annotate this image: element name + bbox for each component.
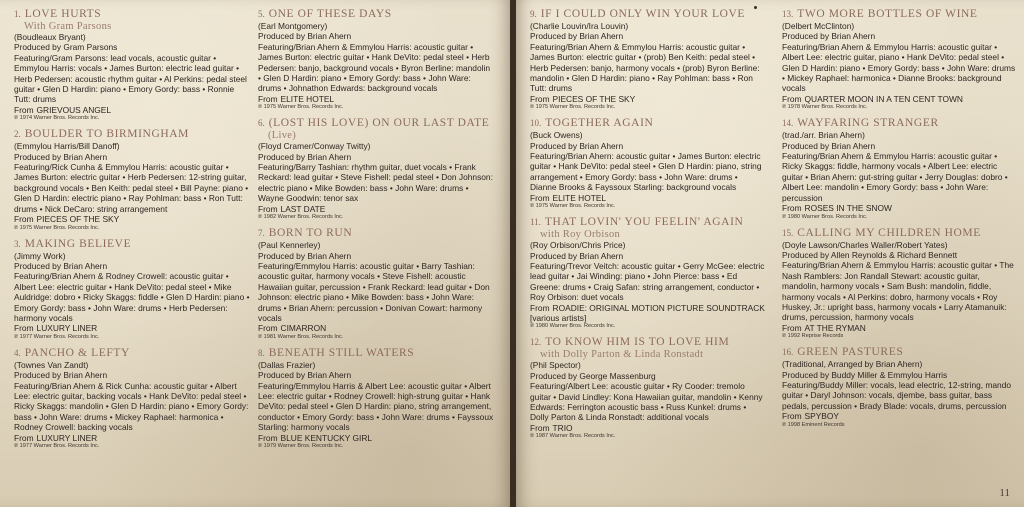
copyright-line: ℗ 1980 Warner Bros. Records Inc. bbox=[530, 323, 616, 330]
album-title: PIECES OF THE SKY bbox=[552, 93, 636, 104]
source-album bbox=[530, 94, 766, 104]
songwriter: (Charlie Louvin/Ira Louvin) bbox=[530, 21, 629, 31]
track-number: 6. bbox=[258, 118, 265, 129]
track-title-text: BOULDER TO BIRMINGHAM bbox=[24, 128, 189, 141]
from-label: From bbox=[530, 422, 550, 433]
track-number: 16. bbox=[782, 347, 794, 358]
producer-credit: Produced by Brian Ahern bbox=[14, 151, 108, 162]
track-entry bbox=[782, 117, 1018, 220]
songwriter: (Doyle Lawson/Charles Waller/Robert Yates) bbox=[782, 239, 948, 250]
track-title-text: TWO MORE BOTTLES OF WINE bbox=[797, 8, 978, 20]
album-title: QUARTER MOON IN A TEN CENT TOWN bbox=[804, 93, 963, 104]
songwriter: (Paul Kennerley) bbox=[258, 240, 321, 251]
source-album bbox=[14, 105, 250, 115]
producer-credit: Produced by Brian Ahern bbox=[258, 151, 352, 162]
track-title-text: BORN TO RUN bbox=[268, 227, 353, 240]
track-title-text: TOGETHER AGAIN bbox=[545, 117, 654, 130]
source-album bbox=[258, 433, 494, 443]
from-label: From bbox=[14, 214, 34, 225]
featuring-credits: Featuring/Brian Ahern & Rick Cunha: acoustic guitar • Albert Lee: electric guitar, backing vocals • Hank DeVito: pedal steel • Ricky Skaggs: mandolin • Glen D Hardin: piano • Emory Gordy: bass • John Ware: drums • Mickey Raphael: harmonica • Rodney Crowell: backing vocals bbox=[14, 380, 249, 433]
track-subtitle: With Gram Parsons bbox=[24, 21, 112, 32]
track-entry bbox=[258, 8, 494, 111]
track-title bbox=[530, 336, 766, 349]
column-3 bbox=[530, 8, 766, 503]
track-number: 13. bbox=[782, 9, 794, 19]
songwriter: (Delbert McClinton) bbox=[782, 21, 855, 31]
track-number: 3. bbox=[14, 238, 21, 249]
producer-credit: Produced by Brian Ahern bbox=[14, 370, 108, 381]
track-number: 15. bbox=[782, 227, 794, 238]
copyright-line: ℗ 1981 Warner Bros. Records Inc. bbox=[258, 333, 344, 340]
track-title-text: (LOST HIS LOVE) ON OUR LAST DATE bbox=[268, 117, 490, 130]
column-1 bbox=[14, 8, 250, 503]
producer-credit: Produced by Brian Ahern bbox=[14, 260, 108, 271]
track-subtitle: with Dolly Parton & Linda Ronstadt bbox=[540, 349, 704, 361]
producer-credit: Produced by Brian Ahern bbox=[782, 31, 876, 42]
track-title bbox=[530, 117, 766, 130]
album-title: ELITE HOTEL bbox=[280, 93, 335, 104]
from-label: From bbox=[258, 323, 278, 334]
track-entry bbox=[530, 117, 766, 210]
album-title: LUXURY LINER bbox=[36, 432, 98, 443]
track-number: 9. bbox=[530, 9, 537, 19]
album-title: CIMARRON bbox=[280, 323, 327, 334]
track-entry bbox=[782, 346, 1018, 428]
track-title bbox=[258, 227, 494, 240]
track-entry bbox=[782, 227, 1018, 341]
column-4 bbox=[782, 8, 1018, 503]
copyright-line: ℗ 1978 Warner Bros. Records Inc. bbox=[782, 104, 868, 111]
track-number: 12. bbox=[530, 337, 542, 348]
album-title: ROSES IN THE SNOW bbox=[804, 203, 892, 214]
track-entry bbox=[258, 347, 494, 450]
track-entry bbox=[530, 8, 766, 111]
album-title: PIECES OF THE SKY bbox=[36, 214, 120, 225]
source-album bbox=[782, 411, 1018, 421]
featuring-credits: Featuring/Trevor Veitch: acoustic guitar • Gerry McGee: electric lead guitar • Jai Winding: piano • John Pierce: bass • Ed Greene: drums • Craig Safan: string arrangement, conductor • Roy Orbison: duet vocals bbox=[530, 260, 765, 303]
track-entry bbox=[530, 216, 766, 330]
source-album bbox=[530, 303, 766, 324]
album-title: TRIO bbox=[552, 422, 573, 433]
copyright-line: ℗ 1982 Warner Bros. Records Inc. bbox=[258, 214, 344, 221]
featuring-credits: Featuring/Emmylou Harris: acoustic guitar • Barry Tashian: acoustic guitar, harmony vocals • Steve Fishell: acoustic Hawaiian guitar, percussion • Frank Reckard: lead guitar • Don Johnson: electric piano • Mike Bowden: bass • John Ware: drums • Brian Ahern: percussion • Donivan Cowart: harmony vocals bbox=[258, 260, 490, 323]
track-number: 11. bbox=[530, 217, 541, 228]
track-title-text: BENEATH STILL WATERS bbox=[268, 346, 415, 359]
copyright-line: ℗ 1975 Warner Bros. Records Inc. bbox=[530, 104, 616, 111]
featuring-credits: Featuring/Brian Ahern & Rodney Crowell: acoustic guitar • Albert Lee: electric guitar • Hank DeVito: pedal steel • Mike Auldridge: dobro • Ricky Skaggs: fiddle • Glen D Hardin: piano • Emory Gordy: bass • John Ware: drums • Herb Pedersen: harmony vocals bbox=[14, 271, 250, 323]
track-number: 1. bbox=[14, 9, 21, 19]
from-label: From bbox=[14, 432, 34, 443]
track-entry bbox=[530, 336, 766, 440]
track-title-text: IF I COULD ONLY WIN YOUR LOVE bbox=[540, 8, 746, 20]
track-title bbox=[258, 117, 494, 130]
copyright-line: ℗ 1974 Warner Bros. Records Inc. bbox=[14, 115, 100, 122]
column-2 bbox=[258, 8, 494, 503]
featuring-credits: Featuring/Brian Ahern & Emmylou Harris: acoustic guitar • The Nash Ramblers: Jon Randall Stewart: acoustic guitar, mandolin, harmony vocals • Sam Bush: mandolin, fiddle, harmony vocals • Al Perkins: dobro, harmony vocals • Roy Huskey, Jr.: upright bass, harmony vocals • Larry Atamanuik: drums, percussion, harmony vocals bbox=[782, 260, 1014, 323]
copyright-line: ℗ 1979 Warner Bros. Records Inc. bbox=[258, 443, 344, 449]
track-title bbox=[782, 227, 1018, 240]
producer-credit: Produced by Brian Ahern bbox=[782, 140, 876, 151]
source-album bbox=[14, 323, 250, 333]
track-entry bbox=[258, 117, 494, 221]
copyright-line: ℗ 1975 Warner Bros. Records Inc. bbox=[14, 224, 100, 231]
songwriter: (Dallas Frazier) bbox=[258, 359, 316, 370]
track-number: 8. bbox=[258, 347, 265, 358]
track-number: 14. bbox=[782, 118, 794, 129]
track-title bbox=[530, 216, 766, 229]
songwriter: (trad./arr. Brian Ahern) bbox=[782, 130, 865, 141]
track-entry bbox=[258, 227, 494, 341]
from-label: From bbox=[782, 411, 802, 422]
album-title: ROADIE: ORIGINAL MOTION PICTURE SOUNDTRACK [various artists] bbox=[530, 302, 765, 323]
songwriter: (Buck Owens) bbox=[530, 130, 583, 141]
track-title bbox=[258, 347, 494, 360]
track-title-text: MAKING BELIEVE bbox=[24, 237, 132, 250]
from-label: From bbox=[258, 432, 278, 443]
track-title bbox=[14, 128, 250, 141]
producer-credit: Produced by Brian Ahern bbox=[258, 370, 352, 381]
featuring-credits: Featuring/Barry Tashian: rhythm guitar, duet vocals • Frank Reckard: lead guitar • Steve Fishell: pedal steel • Don Johnson: electric piano • Mike Bowden: bass • John Ware: drums • Wayne Goodwin: tenor sax bbox=[258, 162, 493, 204]
album-title: SPYBOY bbox=[804, 411, 839, 422]
source-album bbox=[258, 323, 494, 333]
source-album bbox=[782, 323, 1018, 333]
album-title: ELITE HOTEL bbox=[552, 192, 607, 203]
track-title-text: PANCHO & LEFTY bbox=[24, 346, 130, 359]
track-title-text: TO KNOW HIM IS TO LOVE HIM bbox=[545, 336, 730, 349]
source-album bbox=[782, 94, 1018, 104]
track-title-text: CALLING MY CHILDREN HOME bbox=[797, 226, 981, 239]
featuring-credits: Featuring/Gram Parsons: lead vocals, acoustic guitar • Emmylou Harris: vocals • James Burton: electric lead guitar • Herb Pedersen: acoustic rhythm guitar • Al Perkins: pedal steel guitar • Glen D Hardin: piano • Emory Gordy: bass • Ronnie Tutt: drums bbox=[14, 52, 247, 105]
track-number: 10. bbox=[530, 118, 542, 129]
copyright-line: ℗ 1980 Warner Bros. Records Inc. bbox=[782, 213, 868, 220]
album-title: LAST DATE bbox=[280, 203, 326, 214]
from-label: From bbox=[14, 323, 34, 334]
album-title: AT THE RYMAN bbox=[804, 322, 866, 333]
album-title: GRIEVOUS ANGEL bbox=[36, 104, 112, 115]
track-title bbox=[14, 8, 250, 21]
track-number: 4. bbox=[14, 347, 21, 358]
track-title bbox=[14, 347, 250, 360]
featuring-credits: Featuring/Rick Cunha & Emmylou Harris: acoustic guitar • James Burton: electric guitar • Herb Pedersen: 12-string guitar, background vocals • Ben Keith: pedal steel • Bill Payne: piano • Glen D Hardin: electric piano • Ray Pohlman: bass • Ron Tutt: drums • Nick DeCaro: string arrangement bbox=[14, 162, 249, 214]
track-number: 5. bbox=[258, 9, 265, 19]
track-subtitle: with Roy Orbison bbox=[540, 229, 621, 241]
producer-credit: Produced by George Massenburg bbox=[530, 370, 656, 381]
from-label: From bbox=[782, 322, 802, 333]
from-label: From bbox=[530, 192, 550, 203]
from-label: From bbox=[530, 302, 550, 313]
track-number: 2. bbox=[14, 129, 21, 140]
source-album bbox=[258, 94, 494, 104]
from-label: From bbox=[258, 203, 278, 214]
producer-credit: Produced by Buddy Miller & Emmylou Harris bbox=[782, 369, 948, 380]
featuring-credits: Featuring/Brian Ahern & Emmylou Harris: acoustic guitar • James Burton: electric guitar • (prob) Ben Keith: pedal steel • Herb Pedersen: banjo, harmony vocals • (prob) Byron Berline: mandolin • Glen D Hardin: piano • Ray Pohlman: bass • Ron Tutt: drums bbox=[530, 41, 760, 94]
songwriter: (Boudleaux Bryant) bbox=[14, 32, 86, 42]
from-label: From bbox=[782, 93, 802, 104]
producer-credit: Produced by Brian Ahern bbox=[530, 31, 624, 42]
track-entry bbox=[14, 8, 250, 122]
track-title bbox=[782, 117, 1018, 130]
producer-credit: Produced by Allen Reynolds & Richard Bennett bbox=[782, 249, 958, 260]
songwriter: (Roy Orbison/Chris Price) bbox=[530, 240, 626, 251]
track-title-text: WAYFARING STRANGER bbox=[797, 117, 939, 130]
track-title-text: THAT LOVIN' YOU FEELIN' AGAIN bbox=[544, 216, 744, 229]
producer-credit: Produced by Brian Ahern bbox=[258, 250, 352, 261]
from-label: From bbox=[258, 93, 278, 104]
from-label: From bbox=[782, 203, 802, 214]
track-entry bbox=[782, 8, 1018, 111]
track-entry bbox=[14, 128, 250, 231]
featuring-credits: Featuring/Brian Ahern & Emmylou Harris: acoustic guitar • Ricky Skaggs: fiddle, harmony vocals • Albert Lee: electric guitar • Brian Ahern: gut-string guitar • Jerry Douglas: dobro • Albert Lee: mandolin • Emory Gordy: bass • John Ware: percussion bbox=[782, 151, 1008, 203]
featuring-credits: Featuring/Brian Ahern & Emmylou Harris: acoustic guitar • Albert Lee: electric guitar, piano • Hank DeVito: pedal steel • Glen D Hardin: piano • Emory Gordy: bass • John Ware: drums • Mickey Raphael: harmonica • Dianne Brooks: background vocals bbox=[782, 41, 1016, 94]
source-album bbox=[258, 204, 494, 214]
featuring-credits: Featuring/Brian Ahern: acoustic guitar • James Burton: electric guitar • Hank DeVito: pedal steel • Glen D Hardin: piano, string arrangement • Emory Gordy: bass • John Ware: drums • Dianne Brooks & Fayssoux Starling: background vocals bbox=[530, 151, 762, 193]
track-subtitle: (Live) bbox=[268, 130, 297, 142]
songwriter: (Traditional, Arranged by Brian Ahern) bbox=[782, 359, 923, 370]
source-album bbox=[530, 423, 766, 433]
featuring-credits: Featuring/Buddy Miller: vocals, lead electric, 12-string, mando guitar • Daryl Johnson: vocals, djembe, bass guitar, bass pedals, percussion • Brady Blade: vocals, drums, percussion bbox=[782, 379, 1012, 411]
booklet-spine bbox=[510, 0, 516, 507]
track-title-text: LOVE HURTS bbox=[24, 8, 102, 20]
source-album bbox=[14, 433, 250, 443]
featuring-credits: Featuring/Emmylou Harris & Albert Lee: acoustic guitar • Albert Lee: electric guitar • Rodney Crowell: high-strung guitar • Hank DeVito: pedal steel • Glen D Hardin: piano, string arrangement, conductor • Emory Gordy: bass • John Ware: drums • Fayssoux Starling: harmony vocals bbox=[258, 380, 494, 433]
track-title-text: ONE OF THESE DAYS bbox=[268, 8, 392, 20]
songwriter: (Floyd Cramer/Conway Twitty) bbox=[258, 141, 371, 152]
track-entry bbox=[14, 238, 250, 341]
featuring-credits: Featuring/Brian Ahern & Emmylou Harris: acoustic guitar • James Burton: electric guitar • Hank DeVito: pedal steel • Herb Pedersen: banjo, background vocals • Byron Berline: mandolin • Glen D Hardin: piano • Emory Gordy: bass • John Ware: drums • Johnathon Edwards: background vocals bbox=[258, 41, 490, 94]
songwriter: (Earl Montgomery) bbox=[258, 21, 328, 31]
producer-credit: Produced by Brian Ahern bbox=[530, 250, 624, 261]
copyright-line: ℗ 1977 Warner Bros. Records Inc. bbox=[14, 443, 100, 449]
songwriter: (Jimmy Work) bbox=[14, 250, 66, 261]
producer-credit: Produced by Gram Parsons bbox=[14, 42, 118, 53]
album-title: BLUE KENTUCKY GIRL bbox=[280, 432, 373, 443]
source-album bbox=[782, 203, 1018, 213]
track-title bbox=[14, 238, 250, 251]
copyright-line: ℗ 1977 Warner Bros. Records Inc. bbox=[14, 333, 100, 340]
track-title bbox=[258, 8, 494, 21]
featuring-credits: Featuring/Albert Lee: acoustic guitar • Ry Cooder: tremolo guitar • David Lindley: Kona Hawaiian guitar, mandolin • Kenny Edwards: Ferrington acoustic bass • Russ Kunkel: drums • Dolly Parton & Linda Ronstadt: additional vocals bbox=[530, 381, 763, 423]
copyright-line: ℗ 1975 Warner Bros. Records Inc. bbox=[530, 203, 616, 210]
track-number: 7. bbox=[258, 228, 265, 239]
songwriter: (Emmylou Harris/Bill Danoff) bbox=[14, 141, 120, 152]
track-title bbox=[782, 346, 1018, 359]
copyright-line: ℗ 1992 Reprise Records bbox=[782, 333, 844, 340]
track-title-text: GREEN PASTURES bbox=[797, 346, 904, 359]
producer-credit: Produced by Brian Ahern bbox=[258, 31, 352, 42]
songwriter: (Phil Spector) bbox=[530, 360, 581, 371]
from-label: From bbox=[14, 104, 34, 115]
copyright-line: ℗ 1975 Warner Bros. Records Inc. bbox=[258, 104, 344, 111]
producer-credit: Produced by Brian Ahern bbox=[530, 140, 624, 151]
copyright-line: ℗ 1987 Warner Bros. Records Inc. bbox=[530, 433, 616, 440]
copyright-line: ℗ 1998 Eminent Records bbox=[782, 421, 845, 428]
source-album bbox=[530, 193, 766, 203]
songwriter: (Townes Van Zandt) bbox=[14, 359, 89, 370]
track-entry bbox=[14, 347, 250, 450]
source-album bbox=[14, 214, 250, 224]
from-label: From bbox=[530, 93, 550, 104]
track-title bbox=[530, 8, 766, 21]
page-number: 11 bbox=[999, 487, 1010, 499]
album-title: LUXURY LINER bbox=[36, 323, 98, 334]
track-title bbox=[782, 8, 1018, 21]
